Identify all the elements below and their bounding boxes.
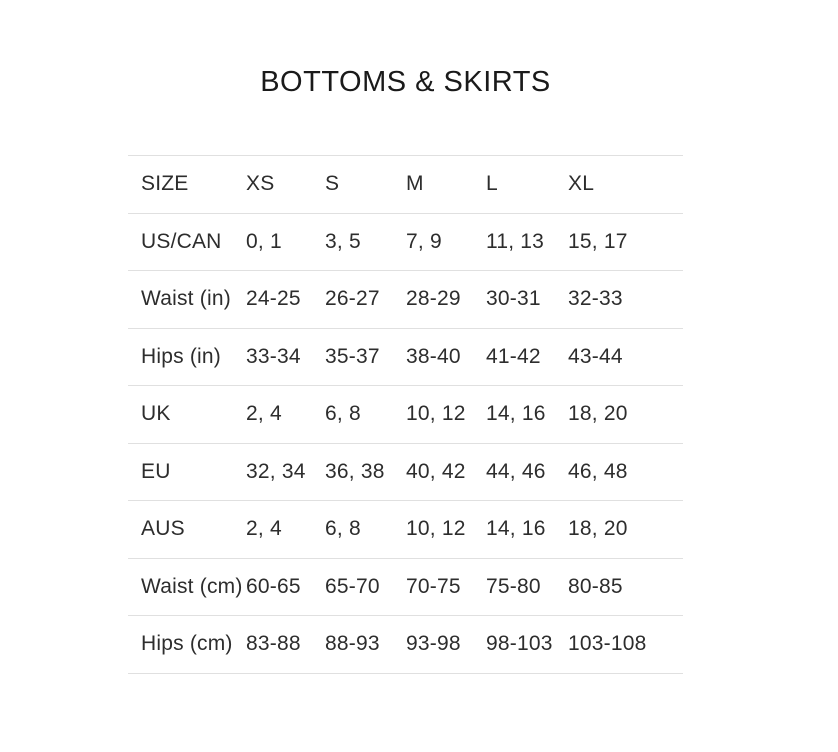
table-cell: 80-85 [568,574,623,598]
table-cell: 70-75 [406,574,461,598]
table-cell: 26-27 [325,287,380,311]
table-cell: 44, 46 [486,459,546,483]
table-cell: 88-93 [325,632,380,656]
row-label: EU [141,459,171,483]
table-cell: 3, 5 [325,229,361,253]
table-cell: 36, 38 [325,459,385,483]
table-cell: 10, 12 [406,402,466,426]
row-label: AUS [141,517,185,541]
table-row-us-can [128,213,683,271]
table-cell: 18, 20 [568,517,628,541]
table-cell: 28-29 [406,287,461,311]
table-cell: 75-80 [486,574,541,598]
table-row-waist-in [128,271,683,329]
table-row-aus [128,501,683,559]
table-cell: 0, 1 [246,229,282,253]
table-cell: 60-65 [246,574,301,598]
table-cell: 32-33 [568,287,623,311]
row-label: Waist (cm) [141,574,243,598]
table-cell: 14, 16 [486,402,546,426]
column-header-xs: XS [246,172,275,196]
table-cell: 103-108 [568,632,647,656]
table-cell: 46, 48 [568,459,628,483]
table-row-hips-in [128,328,683,386]
column-header-xl: XL [568,172,595,196]
column-header-l: L [486,172,498,196]
row-label: Hips (in) [141,344,221,368]
table-cell: 41-42 [486,344,541,368]
table-cell: 83-88 [246,632,301,656]
table-cell: 15, 17 [568,229,628,253]
table-cell: 98-103 [486,632,553,656]
table-cell: 6, 8 [325,402,361,426]
row-label: Hips (cm) [141,632,233,656]
row-label: Waist (in) [141,287,231,311]
row-label: US/CAN [141,229,222,253]
row-label: UK [141,402,171,426]
size-chart-table [128,155,683,674]
table-cell: 35-37 [325,344,380,368]
table-cell: 11, 13 [486,229,545,253]
table-row-hips-cm [128,616,683,674]
table-cell: 24-25 [246,287,301,311]
table-cell: 2, 4 [246,402,282,426]
column-header-size: SIZE [141,172,189,196]
table-header-row [128,156,683,214]
column-header-s: S [325,172,340,196]
table-cell: 30-31 [486,287,541,311]
table-cell: 7, 9 [406,229,442,253]
table-cell: 10, 12 [406,517,466,541]
column-header-m: M [406,172,424,196]
table-row-uk [128,386,683,444]
table-row-waist-cm [128,558,683,616]
table-cell: 43-44 [568,344,623,368]
page-title: BOTTOMS & SKIRTS [260,66,551,98]
table-cell: 32, 34 [246,459,306,483]
table-cell: 40, 42 [406,459,466,483]
table-cell: 93-98 [406,632,461,656]
table-cell: 2, 4 [246,517,282,541]
table-cell: 6, 8 [325,517,361,541]
table-cell: 65-70 [325,574,380,598]
table-row-eu [128,443,683,501]
table-cell: 18, 20 [568,402,628,426]
table-cell: 14, 16 [486,517,546,541]
table-cell: 33-34 [246,344,301,368]
table-cell: 38-40 [406,344,461,368]
